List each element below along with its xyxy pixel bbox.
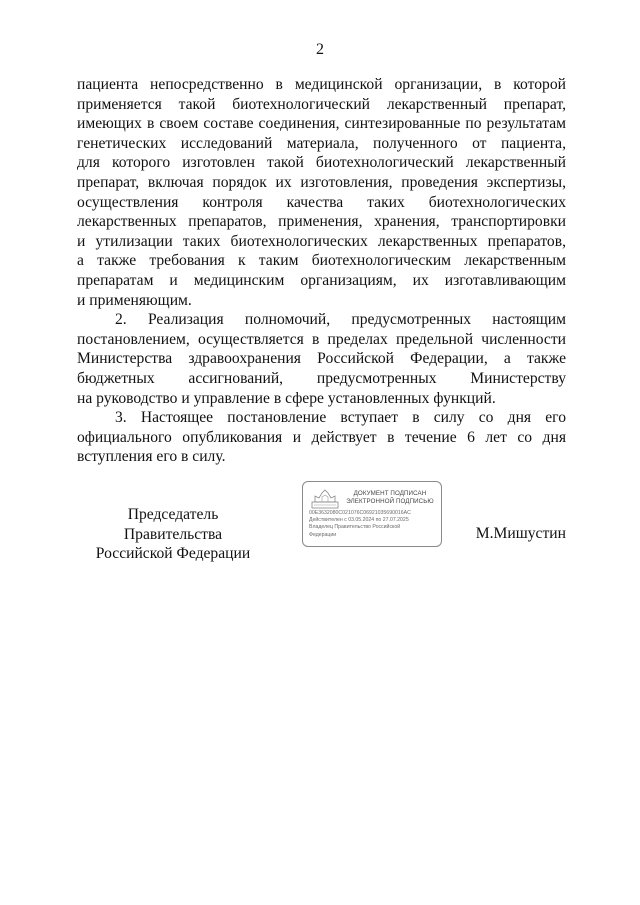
text-line: осуществления контроля качества таких биотехнологических xyxy=(77,193,566,211)
stamp-details xyxy=(309,510,439,539)
text-line: применяется такой биотехнологический лекарственный препарат, xyxy=(77,95,566,113)
text-line: и утилизации таких биотехнологических лекарственных препаратов, xyxy=(77,232,566,250)
stamp-title-line: ЭЛЕКТРОННОЙ ПОДПИСЬЮ xyxy=(346,497,434,505)
text-line: 3. Настоящее постановление вступает в силу со дня его xyxy=(115,409,566,427)
stamp-title-line: ДОКУМЕНТ ПОДПИСАН xyxy=(353,490,427,497)
text-line: а также требования к таким биотехнологическим лекарственным xyxy=(77,252,566,270)
certificate-owner-cont: Федерации xyxy=(309,531,337,538)
document-body xyxy=(77,75,566,467)
text-line: генетических исследований материала, полученного от пациента, xyxy=(77,134,566,152)
certificate-serial: 00E3632080C021076C06921035690016AC xyxy=(309,510,411,516)
text-line: для которого изготовлен такой биотехнологический лекарственный xyxy=(77,154,566,172)
certificate-validity: Действителен с 03.05.2024 по 27.07.2025 xyxy=(309,517,409,524)
text-line: на руководство и управление в сфере установленных функций. xyxy=(77,389,496,407)
text-line: постановлением, осуществляется в пределах предельной численности xyxy=(77,330,566,348)
text-line: лекарственных препаратов, применения, хранения, транспортировки xyxy=(77,213,566,231)
paragraph-continuation xyxy=(77,75,566,310)
signer-name: М.Мишустин xyxy=(475,525,566,542)
paragraph-2 xyxy=(77,310,566,408)
paragraph-3 xyxy=(77,408,566,467)
signer-title xyxy=(77,505,269,564)
electronic-signature-stamp xyxy=(302,481,442,547)
certificate-owner: Владелец Правительство Российской xyxy=(309,524,401,531)
signer-title-line: Председатель Правительства xyxy=(123,506,223,543)
text-line: бюджетных ассигнований, предусмотренных Министерству xyxy=(77,369,566,387)
text-line: официального опубликования и действует в течение 6 лет со дня xyxy=(77,428,566,446)
text-line: имеющих в своем составе соединения, синтезированные по результатам xyxy=(77,115,566,133)
text-line: пациента непосредственно в медицинской организации, в которой xyxy=(77,76,566,93)
page-number: 2 xyxy=(316,41,324,58)
text-line: Министерства здравоохранения Российской Федерации, а также xyxy=(77,350,566,368)
text-line: 2. Реализация полномочий, предусмотренных настоящим xyxy=(115,311,566,329)
coat-of-arms-icon xyxy=(311,487,339,509)
text-line: препаратам и медицинским организациям, их изготавливающим xyxy=(77,271,566,289)
text-line: препарат, включая порядок их изготовления, проведения экспертизы, xyxy=(77,173,566,191)
text-line: вступления его в силу. xyxy=(77,448,226,466)
stamp-title xyxy=(341,490,439,505)
text-line: и применяющим. xyxy=(77,291,192,309)
signer-title-line: Российской Федерации xyxy=(95,545,251,563)
